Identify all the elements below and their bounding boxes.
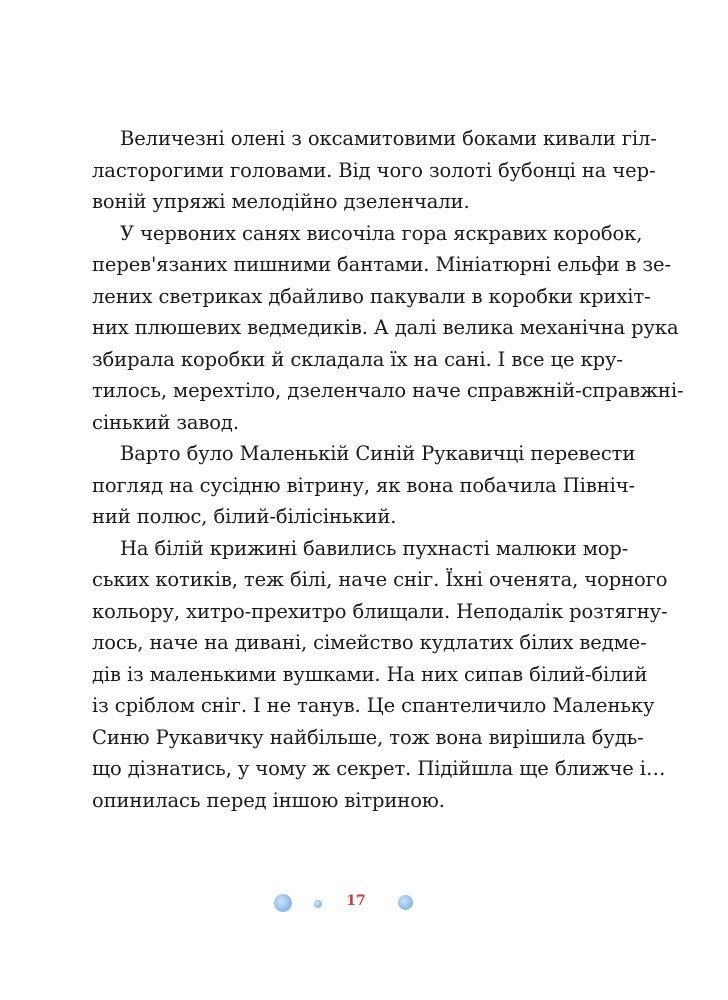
text-line: лених светриках дбайливо пакували в коробки крихіт-: [92, 284, 651, 308]
text-line: них плюшевих ведмедиків. А далі велика механічна рука: [92, 316, 679, 339]
paragraph: [92, 218, 684, 439]
text-line: опинилась перед іншою вітриною.: [92, 788, 445, 812]
body-text: [92, 123, 684, 816]
snowflake-dot-icon: [398, 895, 413, 910]
text-line: ських котиків, теж білі, наче сніг. Їхні оченята, чорного: [92, 568, 668, 591]
snowflake-dot-icon: [314, 900, 322, 908]
text-line: лось, наче на дивані, сімейство кудлатих білих ведме-: [92, 631, 647, 654]
text-line: Величезні олені з оксамитовими боками кивали гіл-: [120, 127, 657, 150]
text-line: погляд на сусідню вітрину, як вона побачила Північ-: [92, 473, 636, 497]
paragraph: [92, 533, 668, 817]
page-number: 17: [346, 893, 366, 909]
text-line: із сріблом сніг. І не танув. Це спантеличило Маленьку: [92, 694, 655, 717]
text-line: ласторогими головами. Від чого золоті бубонці на чер-: [92, 158, 656, 182]
text-line: Синю Рукавичку найбільше, тож вона вирішила будь-: [92, 725, 644, 749]
text-line: воній упряжі мелодійно дзеленчали.: [92, 190, 470, 213]
paragraph: [92, 438, 636, 533]
text-line: У червоних санях височіла гора яскравих коробок,: [120, 221, 643, 245]
text-line: кольору, хитро-прехитро блищали. Неподалік розтягну-: [92, 599, 668, 623]
snowflake-dot-icon: [274, 894, 292, 912]
text-line: На білій крижині бавились пухнасті малюки мор-: [120, 536, 629, 560]
text-line: дів із маленькими вушками. На них сипав білий-білий: [92, 662, 648, 686]
text-line: збирала коробки й складала їх на сані. І все це кру-: [92, 347, 623, 371]
text-line: перев'язаних пишними бантами. Мініатюрні ельфи в зе-: [92, 253, 671, 276]
text-line: тилось, мерехтіло, дзеленчало наче справжній-справжні-: [92, 379, 684, 402]
text-line: ний полюс, білий-білісінький.: [92, 505, 397, 528]
text-line: сінький завод.: [92, 410, 239, 434]
paragraph: [92, 123, 657, 218]
page-footer: [0, 888, 728, 918]
text-line: Варто було Маленькій Синій Рукавичці перевести: [120, 442, 636, 465]
text-line: що дізнатись, у чому ж секрет. Підійшла ще ближче і…: [92, 757, 666, 780]
